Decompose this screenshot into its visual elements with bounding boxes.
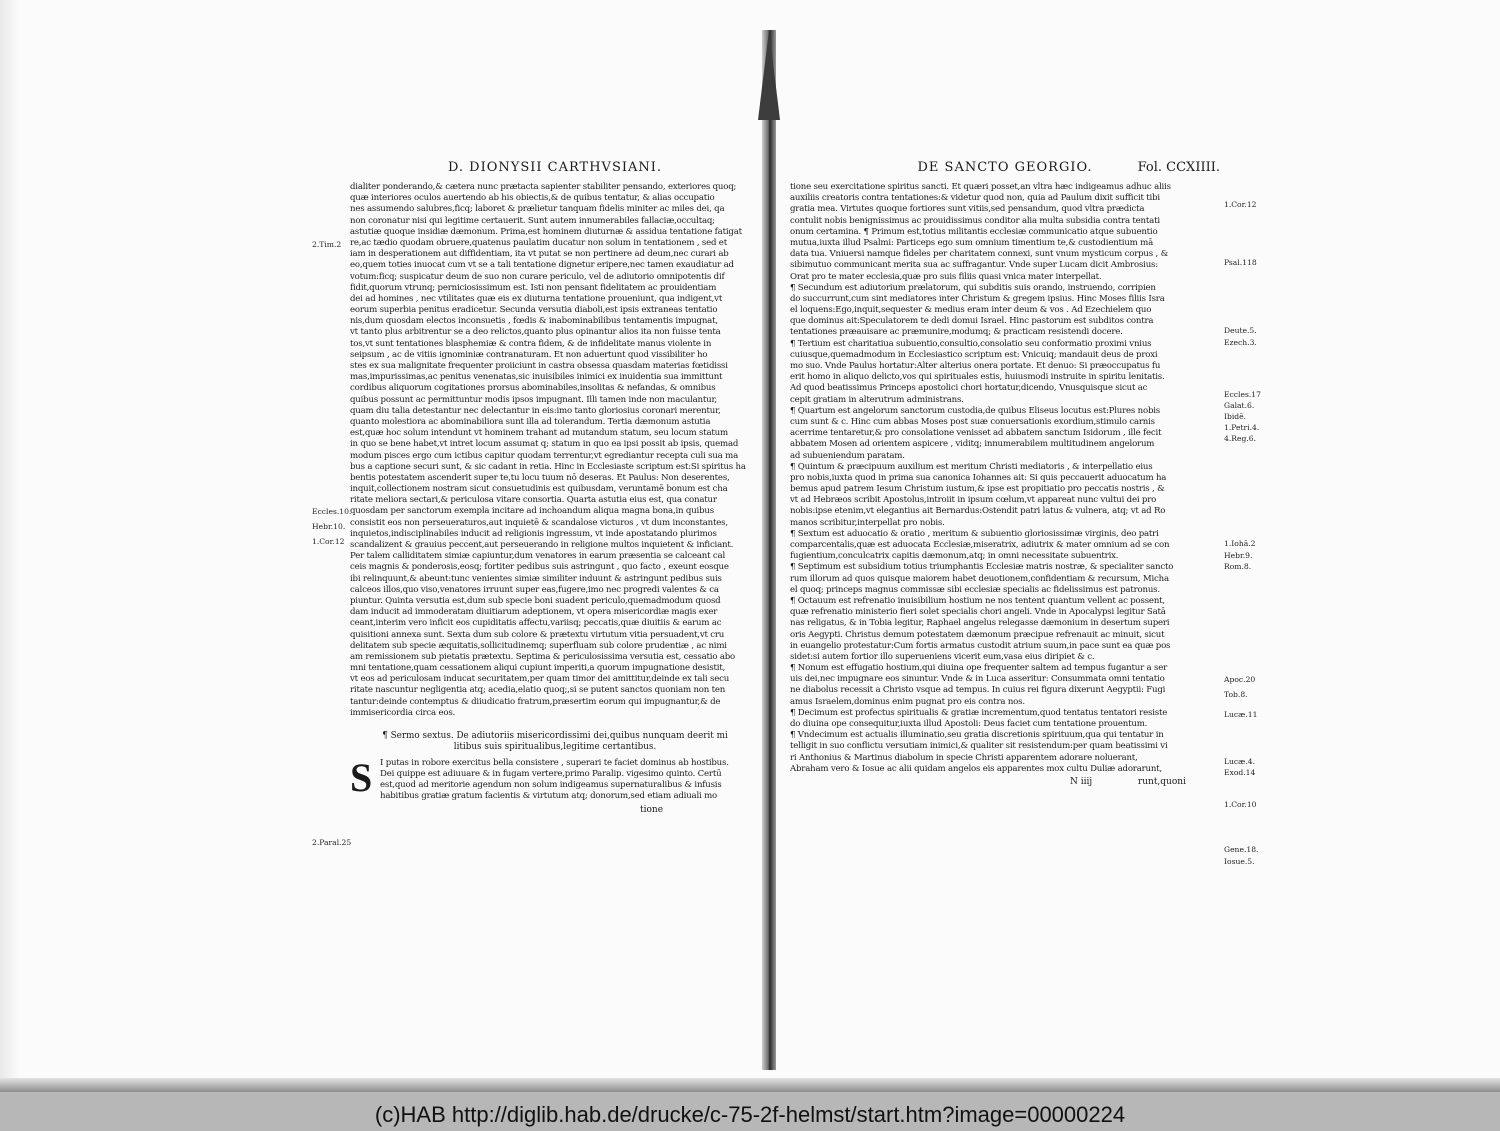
text-line: ritate meliora sectari,& periculosa vitare consortia. Quarta astutia eius est, qua conatur — [350, 495, 717, 506]
margin-note: 1.Cor.10 — [1224, 800, 1257, 809]
right-running-head-text: DE SANCTO GEORGIO. — [917, 160, 1093, 175]
text-line: bemus apud patrem Iesum Christum iustum,& ipse est propitiatio pro peccatis nostris , & — [790, 484, 1165, 495]
text-line: data tua. Vniuersi namque fideles per charitatem connexi, sunt vnum mysticum corpus , & — [790, 249, 1169, 260]
text-line: Per talem calliditatem simiæ capiuntur,dum venatores in earum præsentia se calceant cal — [350, 551, 725, 562]
text-line: mas,impurissimas,ac penitus venenatas,sic inuisibiles inimici ex inuidentia sua immittunt — [350, 372, 723, 383]
signature-mark: N iiij — [1070, 776, 1093, 787]
text-line: am remissionem sub pietatis prætextu. Septima & periculosissima versutia est, cessatio abo — [350, 651, 736, 662]
text-line: modum pisces ergo cum ictibus capitur quodam terrentur,vt egrediantur recepta culi sua ma — [350, 450, 739, 461]
text-line: ibi relinquunt,& abeunt:tunc venientes simiæ similiter induunt & astringunt pedibus suis — [350, 573, 722, 584]
text-line: ¶ Tertium est charitatiua subuentio,consultio,consolatio seu conformatio proximi vnius — [790, 338, 1152, 349]
text-line: oris Aegypti. Christus demum potestatem dæmonum præcipue refrenauit ac minuit, sicut — [790, 629, 1165, 640]
margin-note: 4.Reg.6. — [1224, 434, 1256, 443]
text-line: dam inducit ad immoderatam diuitiarum adeptionem, vt opera misericordiæ magis exer — [350, 607, 718, 618]
text-line: immisericordia circa eos. — [350, 707, 456, 718]
text-line: el quoq; princeps magnus commissæ sibi ecclesiæ specialis ac fidelissimus est patronus. — [790, 584, 1160, 595]
text-line: cordibus aliquorum cogitationes prorsus abominabiles,insolitas & nefandas, & omnibus — [350, 383, 716, 394]
text-line: ne diabolus recessit a Christo vsque ad tempus. In cuius rei figura dixerunt Aegyptii: Fugi — [790, 685, 1166, 696]
text-line: auxiliis creatoris contra tentationes:& videtur quod non, quia ad Paulum dixit sufficit tibi — [790, 193, 1160, 204]
sermon-opening — [350, 754, 760, 803]
text-line: iam in desperationem aut diffidentiam, ita vt putat se non pertinere ad deum,nec curari ab — [350, 249, 729, 260]
text-line: delitatem sub specie æquitatis,sollicitudinemq; superfluam sub colore prudentiæ , ac nimi — [350, 640, 727, 651]
text-line: quanto molestiora ac abominabiliora sunt illa ad tolerandum. Tertia dæmonum astutia — [350, 416, 711, 427]
right-body-text — [790, 182, 1220, 775]
margin-note: Rom.8. — [1224, 562, 1252, 571]
text-line: ¶ Septimum est subsidium totius triumphantis Ecclesiæ matris nostræ, & specialiter sancto — [790, 562, 1174, 573]
right-signature-line — [790, 777, 1220, 787]
right-running-head — [790, 160, 1220, 178]
text-line: erit homo in aliquo delicto,vos qui spirituales estis, huiusmodi instruite in spiritu lenitatis. — [790, 372, 1165, 383]
margin-note: Lucæ.4. — [1224, 757, 1255, 766]
text-line: scandalizent & grauius peccent,aut perseuerando in religione multos inquietent & inficiant. — [350, 540, 734, 550]
text-line: tos,vt sunt tentationes blasphemiæ & contra fidem, & de infidelitate manus violente in — [350, 338, 712, 349]
text-line: ¶ Decimum est profectus spiritualis & gratiæ incrementum,quod tentatus tentatori resiste — [790, 707, 1168, 718]
text-line: Abraham vero & Iosue ac alii quidam angelos eis apparentes mox cultu Duliæ adorarunt, — [790, 763, 1162, 774]
right-catchword: runt,quoni — [1137, 776, 1186, 787]
margin-note: 1.Cor.12 — [1224, 200, 1257, 209]
right-page — [790, 160, 1220, 787]
text-line: ¶ Quartum est angelorum sanctorum custodia,de quibus Eliseus locutus est:Plures nobis — [790, 405, 1161, 416]
text-line: fugientium,conculcatrix capitis dæmonum,atq; in omni necessitate subuentrix. — [790, 551, 1119, 562]
text-line: ¶ Nonum est effugatio hostium,qui diuina ope frequenter saltem ad tempus fugantur a ser — [790, 663, 1168, 674]
sermon-opening-text — [380, 758, 760, 803]
text-line: quosdam per sanctorum exempla incitare ad inchoandum aliqua magna bona,in quibus — [350, 506, 714, 517]
text-line: cepit gratiam in alterutrum administrans. — [790, 394, 964, 405]
text-line: piuntur. Quinta versutia est,dum sub specie boni suadent periculo,quemadmodum quosd — [350, 595, 721, 606]
text-line: seipsum , ac de vitiis ignominiæ contranaturam. Et non aduertunt quod vissibiliter ho — [350, 349, 708, 360]
text-line: quam diu talia detestantur nec delectantur in eis:imo tanto gloriosius coronari merentur, — [350, 405, 721, 416]
text-line: uis dei,nec impugnare eos sinuntur. Vnde & in Luca asseritur: Consummata omni tentatio — [790, 674, 1165, 685]
left-running-head — [350, 160, 760, 178]
text-line: litibus suis spiritualibus,legitime certantibus. — [453, 742, 657, 753]
folio-number: Fol. CCXIIII. — [1137, 160, 1220, 175]
left-page — [350, 160, 760, 815]
text-line: rum illorum ad quos quisque maiorem habet deuotionem,confidentiam & recursum, Micha — [790, 573, 1169, 584]
text-line: contulit nobis benignissimus ac prouidissimus conditor alia multa subsidia contra tentati — [790, 215, 1160, 226]
text-line: dialiter ponderando,& cætera nunc prætacta sapienter stabiliter pensando, exteriores quoq; — [350, 182, 737, 192]
text-line: ceis magnis & ponderosis,eosq; fortiter pedibus suis astringunt , quo facto , exeunt eosque — [350, 562, 729, 573]
text-line: est,quod ad meritorie agendum non solum indigeamus supernaturalibus & infusis — [380, 780, 722, 791]
text-line: manos scribitur,interpellat pro nobis. — [790, 517, 945, 528]
margin-note: Deute.5. — [1224, 326, 1257, 335]
text-line: do diuina ope consequitur,iuxta illud Apostoli: Deus faciet cum tentatione prouentum. — [790, 719, 1148, 729]
text-line: bentis potestatem ascenderit super te,tu locu tuum nō deseras. Et Paulus: Non deserentes, — [350, 472, 730, 483]
text-line: inquietos,indisciplinabiles inducit ad religionis ingressum, vt inde apostatando plurimos — [350, 528, 717, 539]
text-line: nes assumendo salubres,ficq; laboret & prælietur tanquam fidelis miniter ac miles dei, qa — [350, 204, 725, 215]
text-line: cum sunt & c. Hinc cum abbas Moses post suæ conuersationis exordium,stimulo carnis — [790, 416, 1155, 427]
text-line: calceos illos,quo viso,venatores irruunt super eas,fugere,imo nec progredi valentes & ca — [350, 584, 719, 595]
text-line: dei ad homines , nec vtilitates quæ eis ex diuturna tentatione proueniunt, qua indigent,vt — [350, 293, 723, 304]
text-line: telligit in suo conflictu versutiam inimici,& qualiter sit resistendum:per quam beatissimi vi — [790, 741, 1168, 752]
text-line: do succurrunt,cum sint mediatores inter Christum & gregem ipsius. Hinc Moses filiis Isra — [790, 293, 1165, 304]
margin-note: Eccles.17 — [1224, 390, 1261, 399]
text-line: I putas in robore exercitus bella consistere , superari te faciet dominus ab hostibus. — [380, 757, 729, 768]
text-line: tantur:deinde contemptus & diiudicatio fratrum,præsertim eorum qui impugnantur,& de — [350, 696, 721, 707]
footer-bar — [0, 1078, 1500, 1131]
text-line: cuiusque,quemadmodum in Ecclesiastico scriptum est: Vnicuiq; mandauit deus de proxi — [790, 349, 1158, 360]
gutter-tip — [758, 30, 780, 120]
text-line: ad subueniendum paratam. — [790, 450, 905, 461]
text-line: que dominus ait:Speculatorem te dedi domui Israel. Hinc pastorum est subditos contra — [790, 316, 1154, 327]
text-line: ¶ Sermo sextus. De adiutoriis misericordissimi dei,quibus nunquam deerit mi — [382, 731, 728, 741]
text-line: amus Israelem,dominus enim pugnat pro eis contra nos. — [790, 696, 1025, 707]
text-line: Dei quippe est adiuuare & in fugam vertere,primo Paralip. vigesimo quinto. Certū — [380, 769, 722, 779]
text-line: nas religatus, & in Tobia legitur, Raphael angelus relegasse dæmonium in desertum superi — [790, 618, 1170, 629]
margin-note: Psal.118 — [1224, 258, 1257, 267]
margin-note: 2.Paral.25 — [312, 838, 352, 847]
text-line: tione seu exercitatione spiritus sancti. Et quæri posset,an vltra hæc indigeamus adhuc aliis — [790, 182, 1171, 192]
text-line: eorum superbia penitus eradicetur. Secunda versutia diaboli,est ipsis extraneas tentatio — [350, 305, 718, 316]
margin-note: Hebr.9. — [1224, 551, 1253, 560]
book-gutter — [762, 30, 776, 1070]
margin-note: Ibidē. — [1224, 412, 1247, 421]
text-line: est,quæ hoc solum intendunt vt hominem trahant ad mutandum statum, seu locum statum — [350, 428, 728, 439]
drop-cap: S — [350, 754, 373, 800]
text-line: nis,dum quosdam electos inconsuetis , fœdis & inabominabilibus tentamentis impugnat, — [350, 316, 718, 327]
text-line: mutua,iuxta illud Psalmi: Particeps ego sum omnium timentium te,& custodientium mā — [790, 237, 1154, 248]
text-line: fidit,quorum vtrunq; perniciosissimum est. Isti non pensant fidelitatem ac prouidentiam — [350, 282, 717, 293]
margin-note: Hebr.10. — [312, 522, 346, 531]
text-line: ¶ Sextum est aduocatio & oratio , meritum & subuentio gloriosissimæ virginis, deo patri — [790, 528, 1159, 539]
copyright-url[interactable]: (c)HAB http://diglib.hab.de/drucke/c-75-2f-helmst/start.htm?image=00000224 — [374, 1102, 1126, 1127]
text-line: ceant,interim vero inficit eos cupiditatis affectu,variisq; peccatis,quæ diuitiis & earum ac — [350, 618, 722, 629]
text-line: vt eos ad periculosam inducat securitatem,per quam timor dei amittitur,deinde ex tali secu — [350, 674, 730, 685]
text-line: abbatem Mosen ad orientem aspicere , viditq; innumerabilem multitudinem angelorum — [790, 439, 1155, 450]
text-line: tentationes præauisare ac præmunire,modumq; & practicam resistendi docere. — [790, 327, 1123, 338]
margin-note: Iosue.5. — [1224, 857, 1255, 866]
text-line: sibimutuo communicant merita sua ac suffragantur. Vnde super Lucam dicit Ambrosius: — [790, 260, 1158, 271]
margin-note: 1.Petri.4. — [1224, 423, 1260, 432]
text-line: sidet:si autem fortior illo superueniens vicerit eum,vasa eius diripiet & c. — [790, 651, 1095, 662]
text-line: Orat pro te mater ecclesia,quæ pro suis filiis quasi vnica mater interpellat. — [790, 271, 1102, 282]
text-line: mo suo. Vnde Paulus hortatur:Alter alterius onera portate. Et denuo: Si præoccupatus fu — [790, 361, 1161, 371]
text-line: acerrime tentaretur,& pro consolatione venisset ad abbatem sanctum Isidorum , ille fecit — [790, 428, 1162, 439]
margin-note: Ezech.3. — [1224, 338, 1257, 347]
text-line: quæ interiores oculos auertendo ab his obiectis,& de quibus tentatur, & alias occupatio — [350, 193, 715, 204]
footer-strip — [0, 1078, 1500, 1092]
text-line: ¶ Vndecimum est actualis illuminatio,seu gratia discretionis spirituum,qua qui tentatur in — [790, 730, 1164, 741]
margin-note: 2.Tim.2 — [312, 240, 342, 249]
left-body-text — [350, 182, 760, 719]
left-catchword: tione — [640, 804, 664, 815]
text-line: bus a captione securi sunt, & sic cadant in retia. Hinc in Ecclesiaste scriptum est:Si spiritus ha — [350, 461, 746, 472]
text-line: ¶ Secundum est adiutorium prælatorum, qui subditis suis orando, instruendo, corripien — [790, 282, 1156, 293]
text-line: Ad quod beatissimus Princeps apostolici chori hortatur,dicendo, Vnusquisque sicut ac — [790, 383, 1148, 394]
text-line: in euangelio protestatur:Cum fortis armatus custodit atrium suum,in pace sunt ea quæ pos — [790, 640, 1171, 651]
text-line: quæ refrenatio ministerio fieri solet specialis chori angeli. Vnde in Apocalypsi legitur Satā — [790, 607, 1166, 618]
text-line: re,ac tædio quodam obruere,quatenus paulatim ducatur non solum in tentationem , sed et — [350, 237, 727, 248]
text-line: astutiæ quoque insidiæ dæmonum. Prima,est hominem diuturnæ & assidua tentatione fatigat — [350, 226, 742, 237]
text-line: quibus possunt ac permittuntur modis ipsos impugnant. Illi tamen inde non maculantur, — [350, 394, 717, 405]
text-line: non coronatur nisi qui legitime certauerit. Sunt autem innumerabiles fallaciæ,occultaq; — [350, 215, 715, 226]
text-line: comparcentalis,quæ est aduocata Ecclesiæ,miseratrix, adiutrix & mater omnium ad se con — [790, 540, 1170, 550]
text-line: vt ad Hebræos scribit Apostolus,introiit in ipsum cœlum,vt appareat nunc vultui dei pro — [790, 495, 1157, 506]
text-line: eo,quem toties inuocat cum vt se a tali tentatione dignetur eripere,nec tamen exaudiatur ad — [350, 260, 734, 271]
text-line: consistit eos non perseueraturos,aut inquietē & scandalose victuros , vt dum inconstantes, — [350, 517, 728, 528]
margin-note: Gene.18. — [1224, 845, 1259, 854]
text-line: votum:ficq; suspicatur deum de suo non curare periculo, vel de adiutorio omnipotentis dif — [350, 271, 725, 282]
margin-note: Exod.14 — [1224, 768, 1256, 777]
margin-note: Tob.8. — [1224, 690, 1248, 699]
text-line: inquit,collectionem nostram sicut consuetudinis est quibusdam, veruntamē bonum est cha — [350, 484, 728, 495]
text-line: habitibus gratiæ gratum facientis & virtutum atq; donorum,sed etiam adiuali mo — [380, 791, 718, 802]
text-line: stes ex sua malignitate frequenter proiiciunt in castra obsessa quasdam materias fœtidissi — [350, 361, 728, 371]
text-line: nobis:ipse etenim,vt elegantius ait Bernardus:Ostendit patri latus & vulnera, atq; vt ad Ro — [790, 506, 1166, 517]
text-line: ¶ Octauum est refrenatio inuisibilium hostium ne nos tentent quantum vellent ac possent, — [790, 595, 1165, 606]
text-line: ritate nascuntur negligentia atq; acedia,elatio quoq;,si se putent sanctos quoniam non ten — [350, 685, 726, 696]
margin-note: 1.Cor.12 — [312, 537, 345, 546]
text-line: in quo se bene habet,vt intret locum assumat q; statum in quo ea ipsi possit ab ipsis, quemad — [350, 439, 739, 450]
margin-note: Lucæ.11 — [1224, 710, 1258, 719]
sermon-heading — [350, 731, 760, 754]
text-line: gratia mea. Virtutes quoque fortiores sunt vitiis,sed pensandum, quod vltra prædicta — [790, 204, 1145, 215]
text-line: vt tanto plus arbitrentur se a deo relictos,quanto plus opinantur alios ita non fuisse tenta — [350, 327, 721, 338]
margin-note: 1.Iohā.2 — [1224, 539, 1256, 548]
margin-note: Eccles.10. — [312, 507, 352, 516]
margin-note: Galat.6. — [1224, 401, 1255, 410]
text-line: ri Anthonius & Martinus diabolum in specie Christi apparentem adorare noluerant, — [790, 752, 1138, 763]
text-line: onum certamina. ¶ Primum est,totius militantis ecclesiæ communicatio atque subuentio — [790, 226, 1158, 237]
text-line: el loquens:Ego,inquit,sequester & medius eram inter deum & vos . Ad Ezechielem quo — [790, 305, 1152, 316]
text-line: quisitioni annexa sunt. Sexta dum sub colore & prætextu virtutum vitia persuadent,vt cru — [350, 629, 725, 640]
text-line: pro nobis,iuxta quod in prima sua canonica Iohannes ait: Si quis peccauerit aduocatum ha — [790, 472, 1167, 483]
left-running-head-text: D. DIONYSII CARTHVSIANI. — [447, 160, 663, 175]
text-line: mni tentatione,quam cessationem aliqui cupiunt imperiti,a quorum impugnatione desistit, — [350, 663, 726, 674]
page-edge-shadow — [0, 0, 20, 1078]
text-line: ¶ Quintum & præcipuum auxilium est meritum Christi mediatoris , & interpellatio eius — [790, 461, 1153, 472]
margin-note: Apoc.20 — [1224, 675, 1256, 684]
